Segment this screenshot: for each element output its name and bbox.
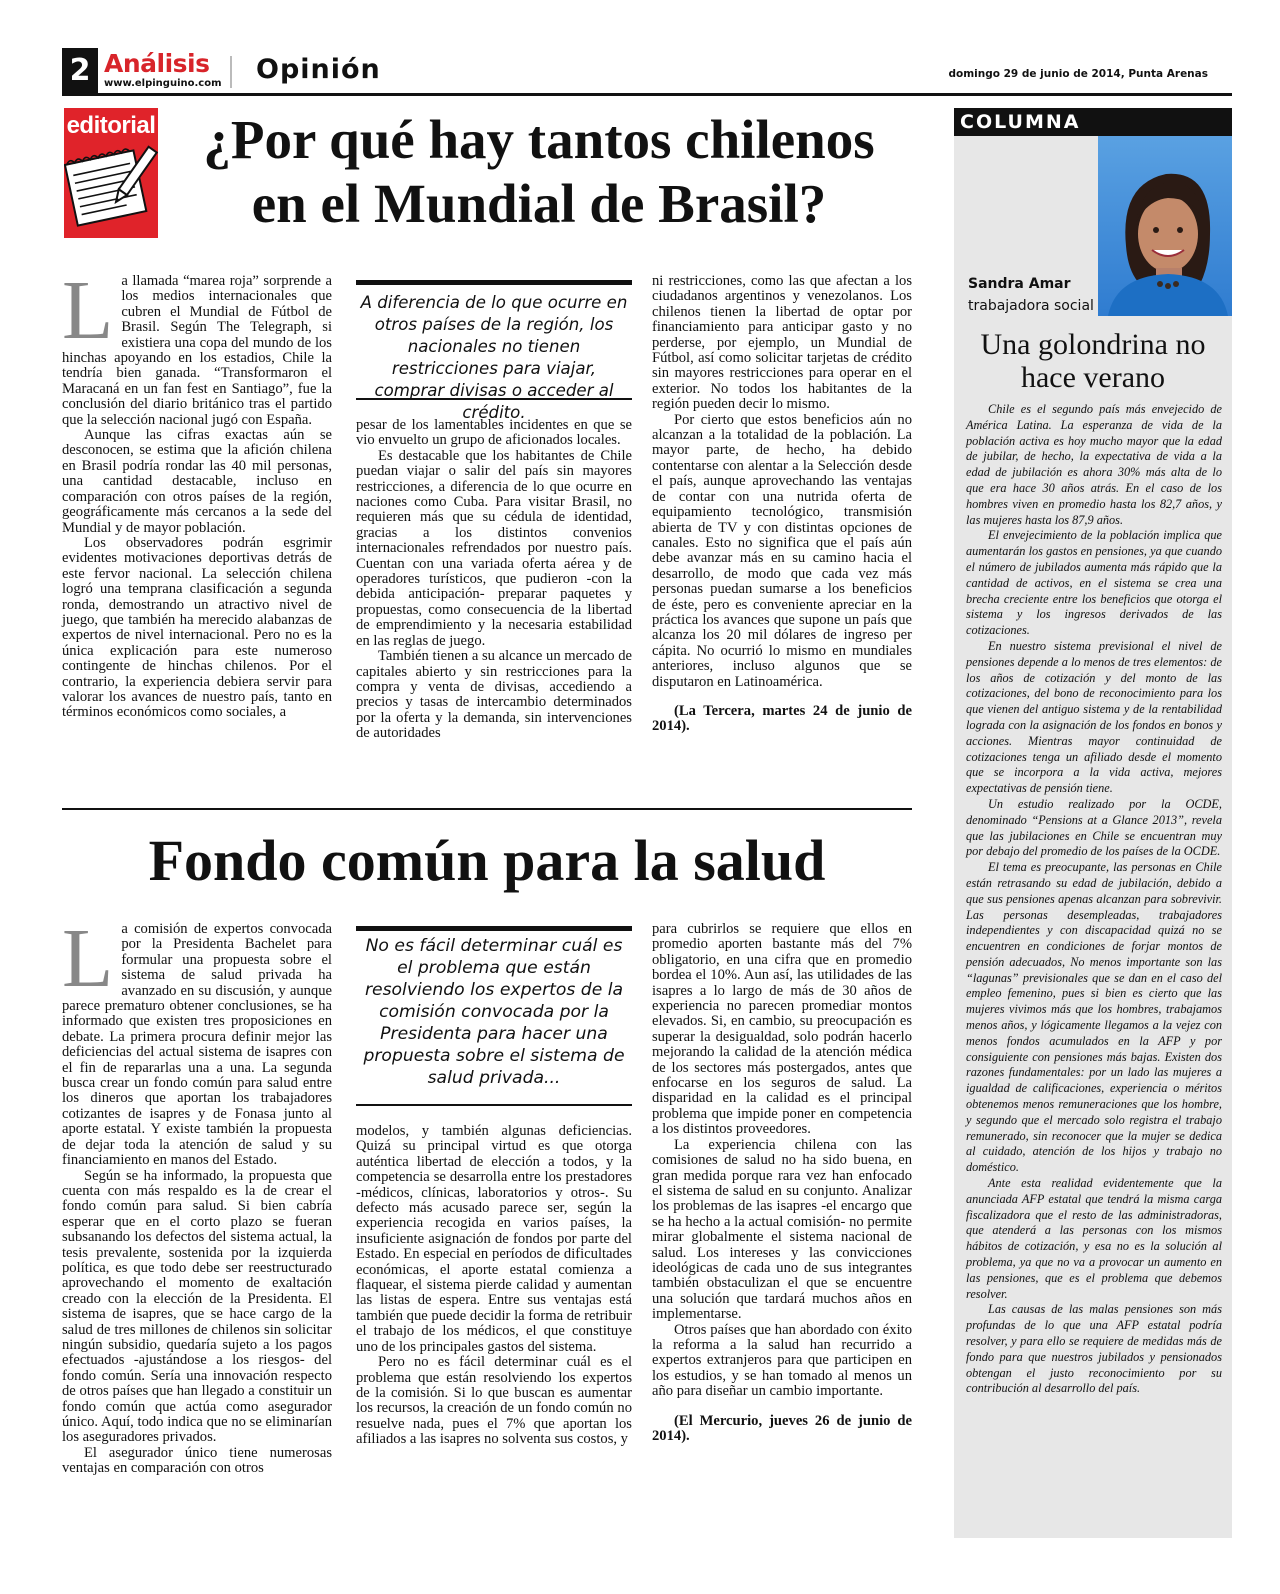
- opinion-column: [954, 108, 1232, 1538]
- column-title: [954, 328, 1232, 394]
- body-paragraph: Los observadores podrán esgrimir evidentes motivaciones deportivas detrás de este fervor nacional. La selección chilena logró una temprana clasificación a segunda ronda, demostrando un atractivo nivel de juego, que también ha merecido alabanzas de expertos de nivel internacional. Pero no es la única explicación para este numeroso contingente de hinchas chilenos. Por el contrario, la experiencia debiera servir para valorar los avances de nuestro país, tanto en términos económicos como sociales, a: [62, 534, 332, 721]
- editorial-column-1: [62, 264, 332, 721]
- body-paragraph: para cubrirlos se requiere que ellos en promedio aporten bastante más del 7% obligatorio, en una cifra que en promedio bordea el 10%. Aun así, las utilidades de las isapres a lo largo de más de 30 años de experiencia no parecen promediar montos elevados. Si, en cambio, su preocupación es superar la desigualdad, solo podrán hacerlo mejorando la calidad de la atención médica de los sectores más postergados, antes que enfocarse en los seguros de salud. La disparidad en la calidad es el principal problema que impide poner en competencia a los distintos proveedores.: [652, 921, 912, 1138]
- editorial-column-3: [652, 274, 912, 735]
- body-paragraph: La experiencia chilena con las comisiones de salud no ha sido buena, en gran medida porque rara vez han enfocado el sistema de salud en su conjunto. Analizar los problemas de las isapres -el encargo que se ha hecho a la actual comisión- no permite mirar globalmente el sistema nacional de salud. Los intereses y las convicciones ideológicas de cada uno de sus integrantes también obstaculizan el que se encuentre una solución que tardará muchos años en implementarse.: [652, 1136, 912, 1323]
- column-paragraph: Un estudio realizado por la OCDE, denominado “Pensions at a Glance 2013”, revela que las jubilaciones en Chile se encuentran muy por debajo del promedio de los países de la OCDE.: [966, 796, 1222, 859]
- author-name: Sandra Amar: [968, 276, 1071, 292]
- editorial-badge-label: editorial: [66, 112, 156, 139]
- column-body: [966, 402, 1222, 1397]
- article-column-3: [652, 922, 912, 1444]
- column-label: COLUMNA: [954, 108, 1232, 136]
- column-paragraph: El envejecimiento de la población implica que aumentarán los gastos en pensiones, ya que cuando el número de jubilados aumenta más rápido que la cantidad de activos, en el sistema se crea una brecha creciente entre los beneficios que otorga el sistema y los ingresos derivados de las cotizaciones.: [966, 528, 1222, 638]
- body-paragraph: Según se ha informado, la propuesta que cuenta con más respaldo es la de crear el fondo común para salud. Si bien cabría esperar que en el corto plazo se fueran subsanando los defectos del sistema actual, la tesis prevalente, sostenida por la izquierda política, es que todo debe ser reestructurado aprovechando el momento de exaltación creado con la elección de la Presidenta. El sistema de isapres, que se hace cargo de la salud de tres millones de chilenos sin solicitar ningún subsidio, quedaría sujeto a los pagos efectuados -ajustándose a los riesgos- del fondo común. Sería una innovación respecto de otros países que han llegado a constituir un fondo común que actúa como asegurador único. Aquí, todo indica que no se eliminarían los aseguradores privados.: [62, 1167, 332, 1446]
- column-title-line2: hace verano: [1020, 361, 1166, 394]
- body-paragraph: El asegurador único tiene numerosas ventajas en comparación con otros: [62, 1444, 332, 1477]
- brand-name: Análisis: [104, 49, 210, 78]
- body-paragraph: pesar de los lamentables incidentes en que se vio envuelto un grupo de aficionados locales.: [356, 417, 632, 449]
- body-paragraph: La comisión de expertos convocada por la Presidenta Bachelet para formular una propuesta sobre el sistema de salud privada ha avanzado en su discusión, y aunque parece prematuro obtener conclusiones, se ha informado que existen tres proposiciones en debate. La primera procura definir mejor las deficiencias del actual sistema de isapres con el fin de repararlas una a una. La segunda busca crear un fondo común para salud entre los dineros que aportan los trabajadores cotizantes de isapres y de Fonasa junto al aporte estatal. Y existe también la propuesta de dejar toda la atención de salud y su financiamiento en manos del Estado.: [62, 912, 332, 1169]
- author-role: trabajadora social: [968, 298, 1094, 314]
- body-paragraph: Aunque las cifras exactas aún se desconocen, se estima que la afición chilena en Brasil podría rondar las 40 mil personas, una cantidad destacable, incluso en comparación con otros países de la región, geográficamente más cercanos a la sede del Mundial y de mayor población.: [62, 427, 332, 536]
- article-column-1: [62, 912, 332, 1477]
- editorial-badge: [64, 108, 158, 238]
- column-paragraph: Ante esta realidad evidentemente que la anunciada AFP estatal que tendrá la misma carga fiscalizadora que el resto de las administradoras, que atenderá a las personas con los mismos hábitos de cotización, y esa no es la solución al problema, ya que no va a provocar un aumento en las pensiones, que es el problema que debemos resolver.: [966, 1176, 1222, 1301]
- body-paragraph: Es destacable que los habitantes de Chile puedan viajar o salir del país sin mayores restricciones, a diferencia de lo que ocurre en naciones como Cuba. Para visitar Brasil, no requieren más que su cédula de identidad, gracias a los distintos convenios internacionales refrendados por nuestro país. Cuentan con una variada oferta aérea y de operadores turísticos, que pudieron -con la debida anticipación- preparar paquetes y propuestas, como consecuencia de la libertad de emprendimiento y la necesaria estabilidad en las reglas de juego.: [356, 447, 632, 649]
- source-credit: (La Tercera, martes 24 de junio de 2014).: [652, 702, 912, 735]
- author-portrait-icon: [1098, 136, 1232, 316]
- body-paragraph: ni restricciones, como las que afectan a los ciudadanos argentinos y venezolanos. Los chilenos tienen la libertad de optar por financiamiento para anticipar gasto y no perderse, por ejemplo, un Mundial de Fútbol, así como solicitar tarjetas de crédito sin mayores restricciones para operar en el exterior. No todos los habitantes de la región pueden decir lo mismo.: [652, 273, 912, 413]
- body-paragraph: Pero no es fácil determinar cuál es el problema que están resolviendo los expertos de la comisión. Si lo que buscan es aumentar los recursos, la creación de un fondo común no resuelve nada, pues el 7% que aportan los afiliados a las isapres no solventa sus costos, y: [356, 1354, 632, 1448]
- editorial-headline-line2: en el Mundial de Brasil?: [251, 173, 827, 234]
- column-paragraph: El tema es preocupante, las personas en Chile están retrasando su edad de jubilación, debido a que sus pensiones apenas alcanzan para sobrevivir. Las personas desempleadas, trabajadores independientes y con discapacidad quizá no se encuentren en condiciones de forjar montos de pensión adecuados, No menos importante son las “lagunas” previsionales que se dan en el caso del empleo femenino, pues si bien es cierto que las mujeres vivimos más que los hombres, trabajamos menos años, y lógicamente llegamos a la vejez con menos fondos acumulados en la AFP y por consiguiente con pensiones más bajas. Existen dos razones fundamentales: por un lado las mujeres a igualdad de calificaciones, experiencia o méritos obtenemos menos remuneraciones que los hombre, y segundo que el mercado solo registra el trabajo remunerado, sin reconocer que la mujer se dedica al cuidado, atención de los hijos y trabajo no doméstico.: [966, 860, 1222, 1175]
- source-credit: (El Mercurio, jueves 26 de junio de 2014).: [652, 1412, 912, 1444]
- body-paragraph: modelos, y también algunas deficiencias. Quizá su principal virtud es que otorga auténtica libertad de elección a todos, y la competencia se desarrolla entre los prestadores -médicos, clínicas, laboratorios y otros-. Su defecto más acusado parece ser, según la experiencia recogida en varios países, la insuficiente asignación de fondos por parte del Estado. En especial en períodos de dificultades económicas, el aporte estatal comienza a flaquear, el sistema pierde calidad y aumentan las listas de espera. Entre sus ventajas está también que puede decidir la forma de retribuir el trabajo de los médicos, el que constituye uno de los principales gastos del sistema.: [356, 1123, 632, 1355]
- section-divider: [62, 808, 912, 810]
- body-paragraph: La llamada “marea roja” sorprende a los medios internacionales que cubren el Mundial de Fútbol de Brasil. Según The Telegraph, si existiera una copa del mundo de los hinchas apoyando en los estadios, Chile la tendría bien ganada. “Transformaron el Maracaná en un fan fest en Santiago”, fue la conclusión del diario británico tras el partido que la selección nacional jugó con España.: [62, 264, 332, 428]
- brand-url: www.elpinguino.com: [104, 78, 222, 89]
- column-title-line1: Una golondrina no: [980, 328, 1206, 361]
- header-divider: [230, 56, 232, 88]
- article-pullquote: No es fácil determinar cuál es el problema que están resolviendo los expertos de la comisión convocada por la Presidenta para hacer una propuesta sobre el sistema de salud privada...: [356, 926, 632, 1106]
- editorial-pullquote: A diferencia de lo que ocurre en otros países de la región, los nacionales no tienen restricciones para viajar, comprar divisas o acceder al crédito.: [356, 280, 632, 400]
- article-column-2: [356, 1124, 632, 1448]
- body-paragraph: También tienen a su alcance un mercado de capitales abierto y sin restricciones para la compra y venta de divisas, accediendo a precios y tasas de intercambio determinados por la oferta y la demanda, sin intervenciones de autoridades: [356, 648, 632, 742]
- article-headline: Fondo común para la salud: [148, 828, 826, 893]
- editorial-column-2: [356, 418, 632, 742]
- editorial-headline-line1: ¿Por qué hay tantos chilenos: [203, 109, 875, 170]
- section-title: Opinión: [256, 54, 381, 85]
- issue-date: domingo 29 de junio de 2014, Punta Arenas: [948, 68, 1208, 80]
- column-paragraph: Las causas de las malas pensiones son más profundas de lo que una AFP estatal podría resolver, y para ello se requiere de medidas más de fondo para que nuestros jubilados y pensionados obtengan el justo reconocimiento por su contribución al desarrollo del país.: [966, 1302, 1222, 1396]
- notepad-pencil-icon: [64, 108, 158, 238]
- brand-logo: [104, 50, 234, 94]
- column-paragraph: Chile es el segundo país más envejecido de América Latina. La esperanza de vida de la población activa es hoy mucho mayor que la edad de jubilar, de hecho, la expectativa de vida a la edad de jubilación es ahora 30% más alta de lo que era hace 30 años atrás. En el caso de los hombres viven en promedio hasta los 82,7 años, y las mujeres hasta los 87,9 años.: [966, 402, 1222, 527]
- page-number: 2: [62, 48, 98, 94]
- drop-cap: L: [62, 912, 114, 1005]
- page-header: [62, 48, 1232, 96]
- editorial-headline: [164, 108, 914, 236]
- body-paragraph: Por cierto que estos beneficios aún no alcanzan a la totalidad de la población. La mayor parte, de hecho, ha debido contentarse con alentar a la Selección desde el país, aunque aprovechando las ventajas de contar con una nutrida oferta de equipamiento tecnológico, transmisión abierta de TV y con distintas opciones de canales. Esto no significa que el país aún debe avanzar más en su camino hacia el desarrollo, de modo que cada vez más personas puedan sumarse a los beneficios de éste, pero es conveniente apreciar en la práctica los avances que supone un país que alcanza los 20 mil dólares de ingreso per cápita. No ocurrió lo mismo en mundiales anteriores, incluso algunos que se disputaron en Latinoamérica.: [652, 411, 912, 690]
- body-paragraph: Otros países que han abordado con éxito la reforma a la salud han recurrido a expertos extranjeros para que participen en los estudios, y se han tomado al menos un año para diseñar un cambio importante.: [652, 1321, 912, 1400]
- column-paragraph: En nuestro sistema previsional el nivel de pensiones depende a lo menos de tres elementos: de los años de cotización y del monto de las cotizaciones, del bono de reconocimiento para los que vienen del antiguo sistema y de la rentabilidad lograda con la asignación de los fondos en bonos y acciones. Mientras mayor continuidad de cotizaciones tenga un afiliado desde el momento que se incorpora a la vida activa, mejores expectativas de pensión tiene.: [966, 638, 1222, 796]
- drop-cap: L: [62, 264, 114, 357]
- author-photo: [1098, 136, 1232, 316]
